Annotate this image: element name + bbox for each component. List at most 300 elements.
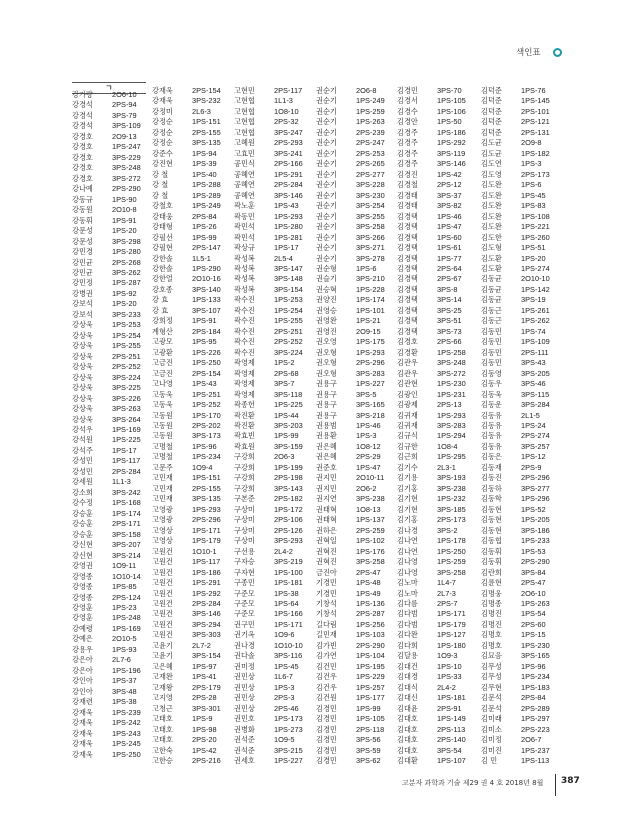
index-entry [152, 96, 232, 106]
index-entry [481, 589, 561, 599]
author-name: 김경안 [397, 117, 418, 127]
index-entry [234, 264, 314, 274]
paper-code: 2PS-284 [112, 466, 141, 476]
paper-code: 1PS-149 [437, 714, 466, 724]
index-entry [72, 362, 152, 372]
author-name: 김관현 [397, 379, 418, 389]
paper-code: 1PS-234 [192, 452, 221, 462]
index-entry [152, 159, 232, 169]
paper-code: 1PS-174 [356, 295, 385, 305]
paper-code: 2O6-10 [521, 588, 546, 598]
author-name: 권혁진 [316, 557, 337, 567]
index-column-4 [316, 86, 396, 766]
index-entry [234, 599, 314, 609]
paper-code: 2PS-140 [437, 735, 466, 745]
index-entry [152, 327, 232, 337]
author-name: 고원건 [152, 557, 173, 567]
author-name: 김경민 [316, 756, 337, 765]
paper-code: 2PS-182 [274, 494, 303, 504]
paper-code: 1PS-2 [274, 358, 295, 368]
paper-code: 1PS-177 [356, 693, 385, 703]
author-name: 권민상 [234, 672, 255, 682]
author-name: 김동현 [481, 525, 502, 535]
paper-code: 3PS-254 [356, 201, 385, 211]
paper-code: 1PS-99 [356, 703, 381, 713]
author-name: 권순기 [316, 211, 337, 221]
index-entry [397, 96, 477, 106]
author-name: 김나연 [397, 536, 418, 546]
author-name: 권오형 [316, 368, 337, 378]
author-name: 강준수 [152, 148, 173, 158]
paper-code: 1PS-230 [437, 379, 466, 389]
author-name: 강승훈 [72, 529, 93, 539]
index-entry [481, 630, 561, 640]
author-name: 김동휘 [481, 557, 502, 567]
author-name: 김경택 [397, 305, 418, 315]
author-name: 김대신 [397, 693, 418, 703]
index-entry [72, 582, 152, 592]
author-name: 강민경 [72, 247, 93, 257]
index-entry [397, 620, 477, 630]
index-entry [152, 735, 232, 745]
author-name: 고원건 [152, 609, 173, 619]
index-entry [481, 295, 561, 305]
author-name: 공혜연 [234, 180, 255, 190]
author-name: 구본준 [234, 494, 255, 504]
author-name: 김동균 [481, 295, 502, 305]
index-entry [72, 467, 152, 477]
author-name: 권미정 [234, 661, 255, 671]
index-entry [234, 735, 314, 745]
paper-code: 1PS-77 [437, 253, 462, 263]
paper-code: 3PS-73 [437, 326, 462, 336]
paper-code: 1O8-4 [437, 441, 458, 451]
paper-code: 1PS-186 [192, 567, 221, 577]
author-name: 김대건 [397, 661, 418, 671]
paper-code: 3PS-119 [437, 148, 466, 158]
author-name: 고청근 [152, 703, 173, 713]
index-entry [152, 630, 232, 640]
index-entry [397, 683, 477, 693]
paper-code: 3PS-271 [356, 243, 385, 253]
paper-code: 1PS-179 [437, 619, 466, 629]
index-entry [234, 348, 314, 358]
index-entry [234, 609, 314, 619]
index-entry [72, 509, 152, 519]
index-entry [234, 431, 314, 441]
paper-code: 1PS-45 [274, 661, 299, 671]
index-entry [152, 170, 232, 180]
index-entry [481, 327, 561, 337]
author-name: 강동규 [72, 194, 93, 204]
author-name: 강신현 [72, 550, 93, 560]
author-name: 고윤기 [152, 651, 173, 661]
paper-code: 3PS-193 [437, 473, 466, 483]
author-name: 권은혜 [316, 441, 337, 451]
paper-code: 1PS-151 [192, 117, 221, 127]
index-entry [234, 390, 314, 400]
author-name: 구상미 [234, 536, 255, 546]
index-entry [152, 337, 232, 347]
index-entry [72, 708, 152, 718]
index-entry [481, 735, 561, 745]
index-entry [397, 557, 477, 567]
index-entry [481, 117, 561, 127]
index-entry [234, 620, 314, 630]
author-name: 강상욱 [72, 393, 93, 403]
paper-code: 1PS-26 [192, 222, 217, 232]
author-name: 권순기 [316, 180, 337, 190]
paper-code: 1PS-227 [274, 756, 303, 765]
author-name: 권구민 [234, 619, 255, 629]
author-name: 김경택 [397, 232, 418, 242]
index-entry [72, 729, 152, 739]
index-entry [72, 404, 152, 414]
author-name: 곽성복 [234, 274, 255, 284]
author-name: 구강희 [234, 483, 255, 493]
author-name: 김미진 [481, 745, 502, 755]
paper-code: 1PS-60 [437, 232, 462, 242]
paper-code: 2O6-3 [274, 452, 295, 462]
index-entry [152, 295, 232, 305]
paper-code: 1PS-245 [112, 739, 141, 749]
paper-code: 1PS-10 [437, 661, 462, 671]
paper-code: 3PS-241 [274, 148, 303, 158]
author-name: 김경주 [397, 148, 418, 158]
paper-code: 1O9-5 [274, 735, 295, 745]
paper-code: 2PS-284 [192, 598, 221, 608]
author-name: 곽성복 [234, 284, 255, 294]
author-name: 김다범 [397, 609, 418, 619]
index-entry [397, 159, 477, 169]
index-entry [397, 578, 477, 588]
index-entry [152, 526, 232, 536]
author-name: 권순기 [316, 106, 337, 116]
paper-code: 1PS-99 [274, 431, 299, 441]
author-name: 김건우 [316, 682, 337, 692]
paper-code: 2PS-259 [356, 525, 385, 535]
author-name: 권용구 [316, 379, 337, 389]
author-name: 김경민 [316, 724, 337, 734]
index-entry [72, 331, 152, 341]
index-entry [152, 536, 232, 546]
index-entry [397, 693, 477, 703]
paper-code: 1PS-256 [356, 619, 385, 629]
author-name: 김대호 [397, 735, 418, 745]
author-name: 곽진환 [234, 421, 255, 430]
index-entry [316, 641, 396, 651]
author-name: 고광모 [152, 337, 173, 347]
author-name: 김경민 [316, 714, 337, 724]
author-name: 김규한 [397, 441, 418, 451]
paper-code: 3PS-257 [521, 441, 550, 451]
index-entry [481, 285, 561, 295]
paper-code: 3PS-233 [112, 309, 141, 319]
index-entry [72, 645, 152, 655]
author-name: 권석준 [234, 735, 255, 745]
paper-code: 3PS-109 [112, 121, 141, 131]
paper-code: 2PS-173 [437, 515, 466, 525]
index-entry [72, 498, 152, 508]
author-name: 강상욱 [72, 404, 93, 414]
index-entry [397, 358, 477, 368]
paper-code: 3PS-146 [274, 190, 303, 200]
paper-code: 1PS-21 [356, 316, 381, 326]
author-name: 고지영 [152, 693, 173, 703]
paper-code: 1PS-249 [192, 201, 221, 211]
paper-code: 1PS-253 [112, 320, 141, 330]
index-entry [72, 666, 152, 676]
index-entry [152, 421, 232, 431]
index-entry [234, 547, 314, 557]
author-name: 곽수진 [234, 316, 255, 326]
index-entry [397, 295, 477, 305]
paper-code: 1PS-96 [521, 661, 546, 671]
author-name: 강예령 [72, 623, 93, 633]
author-name: 김나영 [397, 567, 418, 577]
paper-code: 2L3-1 [437, 462, 456, 472]
paper-code: 1PS-181 [274, 578, 303, 588]
paper-code: 3PS-148 [274, 274, 303, 284]
author-name: 고현협 [234, 117, 255, 127]
index-entry [316, 452, 396, 462]
paper-code: 3PS-147 [274, 263, 303, 273]
author-name: 김경택 [397, 222, 418, 232]
paper-code: 3PS-272 [437, 368, 466, 378]
author-name: 곽종헌 [234, 400, 255, 410]
author-name: 김동휘 [481, 546, 502, 556]
index-entry [72, 446, 152, 456]
author-name: 권순형 [316, 263, 337, 273]
index-entry [152, 369, 232, 379]
paper-code: 2PS-147 [192, 243, 221, 253]
index-entry [72, 247, 152, 257]
author-name: 김도환 [481, 253, 502, 263]
paper-code: 1PS-263 [356, 117, 385, 127]
index-entry [234, 191, 314, 201]
paper-code: 3PS-228 [356, 180, 385, 190]
paper-code: 2L7-6 [112, 655, 131, 665]
author-name: 권기옥 [234, 630, 255, 640]
index-entry [234, 128, 314, 138]
index-entry [152, 714, 232, 724]
paper-code: 1PS-101 [356, 305, 385, 315]
paper-code: 1PS-104 [356, 651, 385, 661]
index-entry [397, 589, 477, 599]
index-entry [152, 180, 232, 190]
index-entry [397, 86, 477, 96]
index-entry [397, 756, 477, 766]
index-entry [481, 641, 561, 651]
paper-code: 3PS-135 [192, 138, 221, 148]
index-entry [234, 327, 314, 337]
paper-code: 3PS-2 [437, 525, 458, 535]
author-name: 구자현 [234, 567, 255, 577]
index-entry [72, 142, 152, 152]
author-name: 강영종 [72, 571, 93, 581]
index-entry [397, 212, 477, 222]
paper-code: 3PS-14 [437, 295, 462, 305]
paper-code: 3PS-140 [192, 284, 221, 294]
index-entry [152, 138, 232, 148]
paper-code: 1PS-108 [521, 211, 550, 221]
index-entry [316, 672, 396, 682]
paper-code: 3PS-284 [521, 400, 550, 410]
author-name: 고금진 [152, 368, 173, 378]
paper-code: 1PS-175 [356, 337, 385, 347]
author-name: 김경서 [397, 96, 418, 106]
paper-code: 2PS-32 [274, 117, 299, 127]
paper-code: 1L1-3 [274, 96, 293, 106]
author-name: 구준모 [234, 609, 255, 619]
author-name: 김경민 [316, 745, 337, 755]
author-name: 고동원 [152, 410, 173, 420]
paper-code: 1PS-173 [274, 714, 303, 724]
author-name: 구상미 [234, 504, 255, 514]
author-name: 권순기 [316, 96, 337, 106]
author-name: 강인아 [72, 676, 93, 686]
paper-code: 3PS-70 [437, 86, 462, 95]
index-entry [481, 358, 561, 368]
author-name: 강영종 [72, 592, 93, 602]
index-entry [397, 526, 477, 536]
index-entry [397, 243, 477, 253]
index-entry [316, 400, 396, 410]
index-entry [234, 358, 314, 368]
paper-code: 1PS-20 [112, 299, 137, 309]
paper-code: 1PS-39 [192, 159, 217, 169]
index-entry [397, 431, 477, 441]
paper-code: 2PS-198 [274, 473, 303, 483]
paper-code: 1PS-230 [521, 640, 550, 650]
index-entry [316, 421, 396, 431]
paper-code: 3PS-115 [521, 389, 550, 399]
index-entry [152, 662, 232, 672]
paper-code: 3PS-247 [274, 127, 303, 137]
author-name: 고은혜 [152, 661, 173, 671]
paper-code: 3PS-298 [112, 236, 141, 246]
index-entry [316, 264, 396, 274]
author-name: 고현민 [234, 86, 255, 95]
index-entry [152, 201, 232, 211]
index-entry [397, 222, 477, 232]
paper-code: 1PS-297 [521, 714, 550, 724]
index-entry [152, 746, 232, 756]
author-name: 강나예 [72, 184, 93, 194]
paper-code: 3PS-158 [112, 529, 141, 539]
author-name: 권민상 [234, 703, 255, 713]
paper-code: 2O9-13 [112, 131, 137, 141]
author-name: 공민식 [234, 159, 255, 169]
author-name: 김동진 [481, 473, 502, 483]
author-name: 강재욱 [72, 739, 93, 749]
paper-code: 3PS-242 [112, 487, 141, 497]
author-name: 강동휘 [72, 215, 93, 225]
index-entry [397, 442, 477, 452]
author-name: 김도한 [481, 232, 502, 242]
author-name: 강재욱 [152, 86, 173, 95]
index-entry [72, 320, 152, 330]
author-name: 곽상규 [234, 243, 255, 253]
index-entry [234, 526, 314, 536]
author-name: 고원건 [152, 578, 173, 588]
paper-code: 1PS-249 [356, 96, 385, 106]
index-entry [481, 274, 561, 284]
author-name: 강용우 [72, 644, 93, 654]
author-name: 김경수 [397, 106, 418, 116]
index-entry [152, 693, 232, 703]
paper-code: 1PS-293 [192, 504, 221, 514]
paper-code: 1PS-98 [192, 724, 217, 734]
paper-code: 2PS-251 [274, 326, 303, 336]
author-name: 고영상 [152, 536, 173, 546]
author-name: 김미소 [481, 724, 502, 734]
index-entry [234, 756, 314, 766]
index-entry [234, 672, 314, 682]
index-entry [316, 96, 396, 106]
author-name: 구강희 [234, 462, 255, 472]
index-entry [72, 174, 152, 184]
paper-code: 2PS-179 [192, 682, 221, 692]
index-entry [397, 369, 477, 379]
index-entry [397, 138, 477, 148]
author-name: 강가량 [72, 90, 93, 99]
index-entry [316, 170, 396, 180]
paper-code: 1PS-74 [521, 326, 546, 336]
index-entry [234, 86, 314, 96]
index-entry [397, 651, 477, 661]
author-name: 곽성복 [234, 253, 255, 263]
paper-code: 2PS-68 [274, 368, 299, 378]
paper-code: 1PS-232 [437, 494, 466, 504]
index-entry [481, 494, 561, 504]
paper-code: 1PS-41 [192, 672, 217, 682]
author-name: 김무성 [481, 661, 502, 671]
paper-code: 1PS-170 [192, 410, 221, 420]
paper-code: 1PS-183 [521, 682, 550, 692]
paper-code: 1PS-91 [192, 316, 217, 326]
author-name: 권준호 [316, 462, 337, 472]
paper-code: 2PS-60 [521, 619, 546, 629]
author-name: 김경진 [397, 169, 418, 179]
paper-code: 1PS-93 [112, 644, 137, 654]
paper-code: 2O6-8 [356, 86, 377, 95]
index-entry [152, 704, 232, 714]
index-entry [397, 379, 477, 389]
paper-code: 2O6-7 [521, 735, 542, 745]
index-entry [316, 526, 396, 536]
paper-code: 3PS-79 [112, 110, 137, 120]
author-name: 김도균 [481, 148, 502, 158]
author-name: 김동균 [481, 274, 502, 284]
author-name: 김덕준 [481, 106, 502, 116]
index-entry [72, 205, 152, 215]
index-entry [72, 613, 152, 623]
index-entry [72, 488, 152, 498]
index-entry [316, 316, 396, 326]
index-entry [316, 431, 396, 441]
index-entry [481, 348, 561, 358]
paper-code: 2L5-4 [274, 253, 293, 263]
index-entry [152, 117, 232, 127]
paper-code: 1PS-292 [437, 138, 466, 148]
paper-code: 3PS-264 [112, 414, 141, 424]
paper-code: 1PS-262 [521, 316, 550, 326]
index-entry [481, 128, 561, 138]
index-entry [234, 557, 314, 567]
index-entry [481, 536, 561, 546]
paper-code: 2O10-10 [521, 274, 550, 284]
